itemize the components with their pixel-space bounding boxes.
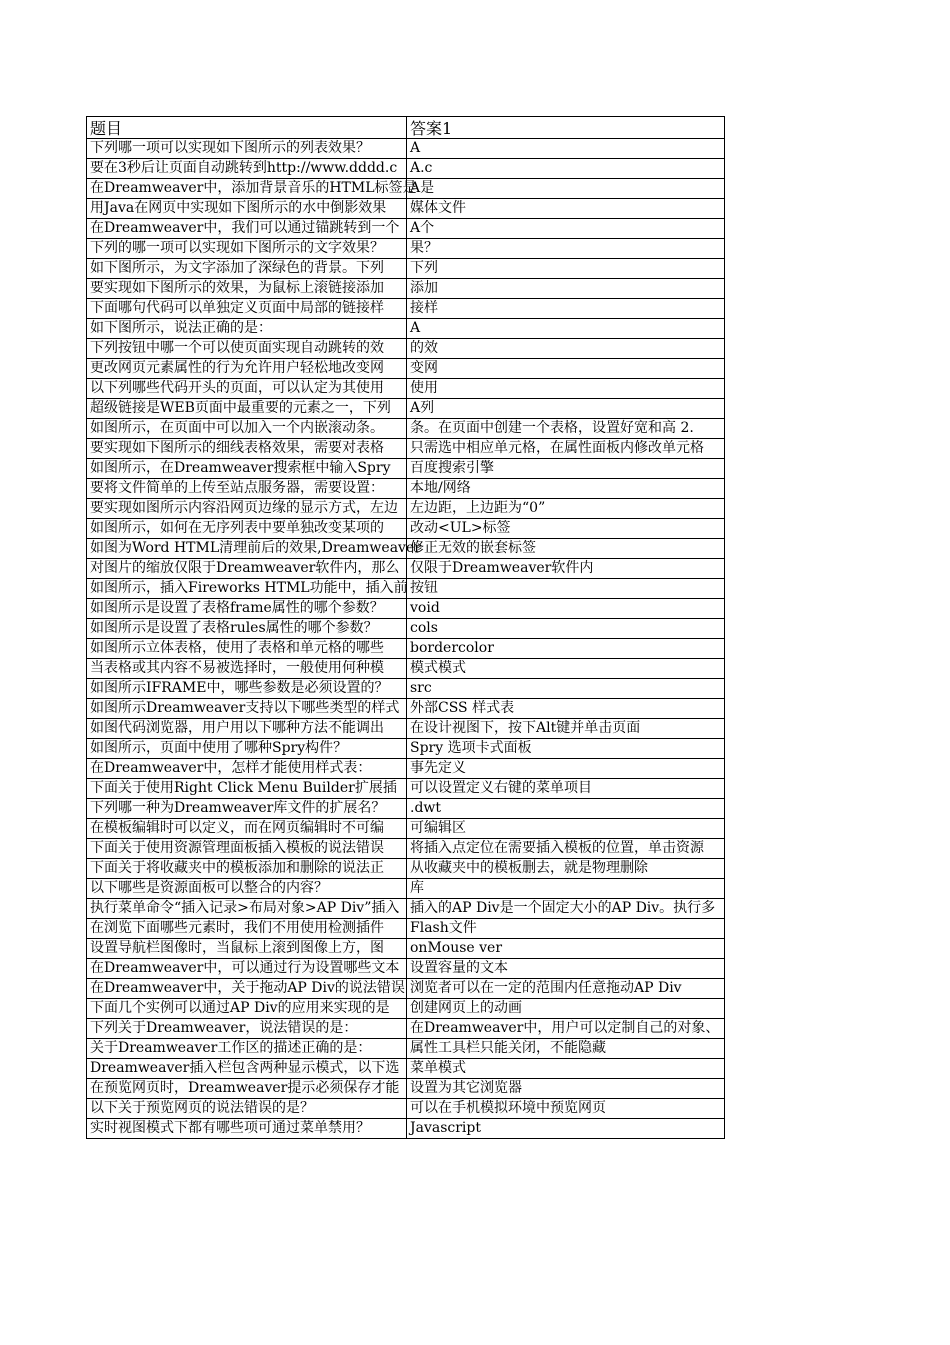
answer-cell[interactable]: 仅限于Dreamweaver软件内 [407, 559, 725, 579]
answer-cell[interactable]: 可编辑区 [407, 819, 725, 839]
answer-cell[interactable]: 接样 [407, 299, 725, 319]
table-row [87, 219, 725, 239]
question-cell[interactable]: 以下关于预览网页的说法错误的是？ [87, 1099, 407, 1119]
answer-cell[interactable]: 菜单模式 [407, 1059, 725, 1079]
question-cell[interactable]: 如下图所示，说法正确的是： [87, 319, 407, 339]
table-row [87, 839, 725, 859]
table-row [87, 819, 725, 839]
answer-cell[interactable]: 创建网页上的动画 [407, 999, 725, 1019]
table-row [87, 399, 725, 419]
question-cell[interactable]: Dreamweaver插入栏包含两种显示模式，以下选 [87, 1059, 407, 1079]
table-row [87, 319, 725, 339]
table-row [87, 659, 725, 679]
question-cell[interactable]: 如下图所示，为文字添加了深绿色的背景。下列 [87, 259, 407, 279]
table-row [87, 239, 725, 259]
answer-cell[interactable]: Spry 选项卡式面板 [407, 739, 725, 759]
question-cell[interactable]: 用Java在网页中实现如下图所示的水中倒影效果 [87, 199, 407, 219]
question-cell[interactable]: 如图代码浏览器，用户用以下哪种方法不能调出 [87, 719, 407, 739]
question-cell[interactable]: 如图所示，在Dreamweaver搜索框中输入Spry [87, 459, 407, 479]
question-cell[interactable]: 实时视图模式下都有哪些项可通过菜单禁用？ [87, 1119, 407, 1139]
table-row [87, 719, 725, 739]
answer-cell[interactable]: 设置为其它浏览器 [407, 1079, 725, 1099]
question-cell[interactable]: 设置导航栏图像时，当鼠标上滚到图像上方，图 [87, 939, 407, 959]
table-row [87, 139, 725, 159]
answer-cell[interactable]: 设置容量的文本 [407, 959, 725, 979]
answer-cell[interactable]: A列 [407, 399, 725, 419]
table-row [87, 559, 725, 579]
table-row [87, 1039, 725, 1059]
table-row [87, 339, 725, 359]
answer-cell[interactable]: 模式模式 [407, 659, 725, 679]
table-row [87, 259, 725, 279]
table-row [87, 739, 725, 759]
answer-cell[interactable]: 属性工具栏只能关闭，不能隐藏 [407, 1039, 725, 1059]
table-row [87, 199, 725, 219]
answer-cell[interactable]: 可以在手机模拟环境中预览网页 [407, 1099, 725, 1119]
question-cell[interactable]: 如图所示，在页面中可以加入一个内嵌滚动条。 [87, 419, 407, 439]
question-cell[interactable]: 下列的哪一项可以实现如下图所示的文字效果？ [87, 239, 407, 259]
answer-cell[interactable]: A.c [407, 159, 725, 179]
question-cell[interactable]: 以下哪些是资源面板可以整合的内容？ [87, 879, 407, 899]
table-row [87, 699, 725, 719]
question-cell[interactable]: 下列哪一种为Dreamweaver库文件的扩展名？ [87, 799, 407, 819]
table-row [87, 439, 725, 459]
question-cell[interactable]: 在Dreamweaver中，添加背景音乐的HTML标签是 [87, 179, 407, 199]
question-cell[interactable]: 下面关于将收藏夹中的模板添加和删除的说法正 [87, 859, 407, 879]
table-row [87, 359, 725, 379]
table-row [87, 1059, 725, 1079]
table-row [87, 1079, 725, 1099]
question-cell[interactable]: 在Dreamweaver中，怎样才能使用样式表： [87, 759, 407, 779]
question-cell[interactable]: 要将文件简单的上传至站点服务器，需要设置： [87, 479, 407, 499]
answer-cell[interactable]: 在Dreamweaver中，用户可以定制自己的对象、 [407, 1019, 725, 1039]
answer-cell[interactable]: 果？ [407, 239, 725, 259]
table-row [87, 479, 725, 499]
table-row [87, 1119, 725, 1139]
question-cell[interactable]: 关于Dreamweaver工作区的描述正确的是： [87, 1039, 407, 1059]
answer-cell[interactable]: cols [407, 619, 725, 639]
answer-cell[interactable]: 百度搜索引擎 [407, 459, 725, 479]
answer-cell[interactable]: bordercolor [407, 639, 725, 659]
question-cell[interactable]: 如图所示，页面中使用了哪种Spry构件？ [87, 739, 407, 759]
question-cell[interactable]: 如图所示，插入Fireworks HTML功能中，插入前 [87, 579, 407, 599]
answer-cell[interactable]: Javascript [407, 1119, 725, 1139]
table-row [87, 899, 725, 919]
answer-cell[interactable]: .dwt [407, 799, 725, 819]
table-row [87, 1099, 725, 1119]
question-cell[interactable]: 在浏览下面哪些元素时，我们不用使用检测插件 [87, 919, 407, 939]
table-row [87, 679, 725, 699]
question-table [86, 116, 725, 1139]
answer-cell[interactable]: 外部CSS 样式表 [407, 699, 725, 719]
header-question[interactable]: 题目 [87, 117, 407, 139]
question-cell[interactable]: 超级链接是WEB页面中最重要的元素之一，下列 [87, 399, 407, 419]
question-cell[interactable]: 下列按钮中哪一个可以使页面实现自动跳转的效 [87, 339, 407, 359]
table-row [87, 759, 725, 779]
question-cell[interactable]: 要实现如下图所示的效果，为鼠标上滚链接添加 [87, 279, 407, 299]
table-row [87, 979, 725, 999]
table-row [87, 579, 725, 599]
table-row [87, 959, 725, 979]
question-cell[interactable]: 要在3秒后让页面自动跳转到http://www.dddd.c [87, 159, 407, 179]
table-row [87, 859, 725, 879]
answer-cell[interactable]: 改动<UL>标签 [407, 519, 725, 539]
table-header-row [87, 117, 725, 139]
answer-cell[interactable]: 本地/网络 [407, 479, 725, 499]
table-row [87, 179, 725, 199]
question-cell[interactable]: 以下列哪些代码开头的页面，可以认定为其使用 [87, 379, 407, 399]
question-cell[interactable]: 如图所示是设置了表格rules属性的哪个参数？ [87, 619, 407, 639]
table-row [87, 879, 725, 899]
answer-cell[interactable]: 下列 [407, 259, 725, 279]
answer-cell[interactable]: 媒体文件 [407, 199, 725, 219]
answer-cell[interactable]: 库 [407, 879, 725, 899]
question-cell[interactable]: 在模板编辑时可以定义，而在网页编辑时不可编 [87, 819, 407, 839]
question-cell[interactable]: 下面关于使用Right Click Menu Builder扩展插 [87, 779, 407, 799]
table-row [87, 539, 725, 559]
answer-cell[interactable]: 只需选中相应单元格，在属性面板内修改单元格 [407, 439, 725, 459]
answer-cell[interactable]: 的效 [407, 339, 725, 359]
question-cell[interactable]: 要实现如下图所示的细线表格效果，需要对表格 [87, 439, 407, 459]
question-cell[interactable]: 如图所示Dreamweaver支持以下哪些类型的样式 [87, 699, 407, 719]
answer-cell[interactable]: 修正无效的嵌套标签 [407, 539, 725, 559]
table-row [87, 459, 725, 479]
answer-cell[interactable]: src [407, 679, 725, 699]
question-cell[interactable]: 更改网页元素属性的行为允许用户轻松地改变网 [87, 359, 407, 379]
question-cell[interactable]: 如图所示是设置了表格frame属性的哪个参数？ [87, 599, 407, 619]
table-row [87, 379, 725, 399]
question-cell[interactable]: 下面关于使用资源管理面板插入模板的说法错误 [87, 839, 407, 859]
table-row [87, 419, 725, 439]
question-cell[interactable]: 下列关于Dreamweaver，说法错误的是： [87, 1019, 407, 1039]
answer-cell[interactable]: 可以设置定义右键的菜单项目 [407, 779, 725, 799]
table-row [87, 799, 725, 819]
answer-cell[interactable]: 按钮 [407, 579, 725, 599]
question-cell[interactable]: 下列哪一项可以实现如下图所示的列表效果？ [87, 139, 407, 159]
table-row [87, 639, 725, 659]
table-row [87, 519, 725, 539]
question-cell[interactable]: 对图片的缩放仅限于Dreamweaver软件内，那么 [87, 559, 407, 579]
question-cell[interactable]: 如图所示IFRAME中，哪些参数是必须设置的？ [87, 679, 407, 699]
answer-cell[interactable]: A [407, 319, 725, 339]
answer-cell[interactable]: 左边距，上边距为“0” [407, 499, 725, 519]
answer-cell[interactable]: 添加 [407, 279, 725, 299]
answer-cell[interactable]: void [407, 599, 725, 619]
answer-cell[interactable]: 使用 [407, 379, 725, 399]
question-cell[interactable]: 在预览网页时，Dreamweaver提示必须保存才能 [87, 1079, 407, 1099]
question-cell[interactable]: 执行菜单命令“插入记录>布局对象>AP Div”插入 [87, 899, 407, 919]
table-row [87, 1019, 725, 1039]
answer-cell[interactable]: 事先定义 [407, 759, 725, 779]
answer-cell[interactable]: 条。在页面中创建一个表格，设置好宽和高 2. [407, 419, 725, 439]
table-row [87, 919, 725, 939]
answer-cell[interactable]: A [407, 139, 725, 159]
question-cell[interactable]: 在Dreamweaver中，我们可以通过锚跳转到一个 [87, 219, 407, 239]
table-row [87, 939, 725, 959]
question-cell[interactable]: 如图为Word HTML清理前后的效果,Dreamweaver [87, 539, 407, 559]
table-row [87, 619, 725, 639]
question-cell[interactable]: 当表格或其内容不易被选择时，一般使用何种模 [87, 659, 407, 679]
question-cell[interactable]: 下面哪句代码可以单独定义页面中局部的链接样 [87, 299, 407, 319]
answer-cell[interactable]: A是 [407, 179, 725, 199]
answer-cell[interactable]: 从收藏夹中的模板删去，就是物理删除 [407, 859, 725, 879]
answer-cell[interactable]: 将插入点定位在需要插入模板的位置，单击资源 [407, 839, 725, 859]
table-row [87, 299, 725, 319]
table-row [87, 599, 725, 619]
question-cell[interactable]: 在Dreamweaver中，关于拖动AP Div的说法错误 [87, 979, 407, 999]
header-answer[interactable]: 答案1 [407, 117, 725, 139]
answer-cell[interactable]: onMouse ver [407, 939, 725, 959]
question-cell[interactable]: 如图所示，如何在无序列表中要单独改变某项的 [87, 519, 407, 539]
table-row [87, 999, 725, 1019]
answer-cell[interactable]: 浏览者可以在一定的范围内任意拖动AP Div [407, 979, 725, 999]
table-row [87, 279, 725, 299]
table-row [87, 159, 725, 179]
question-cell[interactable]: 下面几个实例可以通过AP Div的应用来实现的是 [87, 999, 407, 1019]
answer-cell[interactable]: A个 [407, 219, 725, 239]
answer-cell[interactable]: 变网 [407, 359, 725, 379]
question-cell[interactable]: 如图所示立体表格，使用了表格和单元格的哪些 [87, 639, 407, 659]
table-row [87, 499, 725, 519]
table-row [87, 779, 725, 799]
answer-cell[interactable]: 在设计视图下，按下Alt键并单击页面 [407, 719, 725, 739]
answer-cell[interactable]: 插入的AP Div是一个固定大小的AP Div。执行多 [407, 899, 725, 919]
question-cell[interactable]: 要实现如图所示内容沿网页边缘的显示方式，左边 [87, 499, 407, 519]
answer-cell[interactable]: Flash文件 [407, 919, 725, 939]
question-cell[interactable]: 在Dreamweaver中，可以通过行为设置哪些文本 [87, 959, 407, 979]
